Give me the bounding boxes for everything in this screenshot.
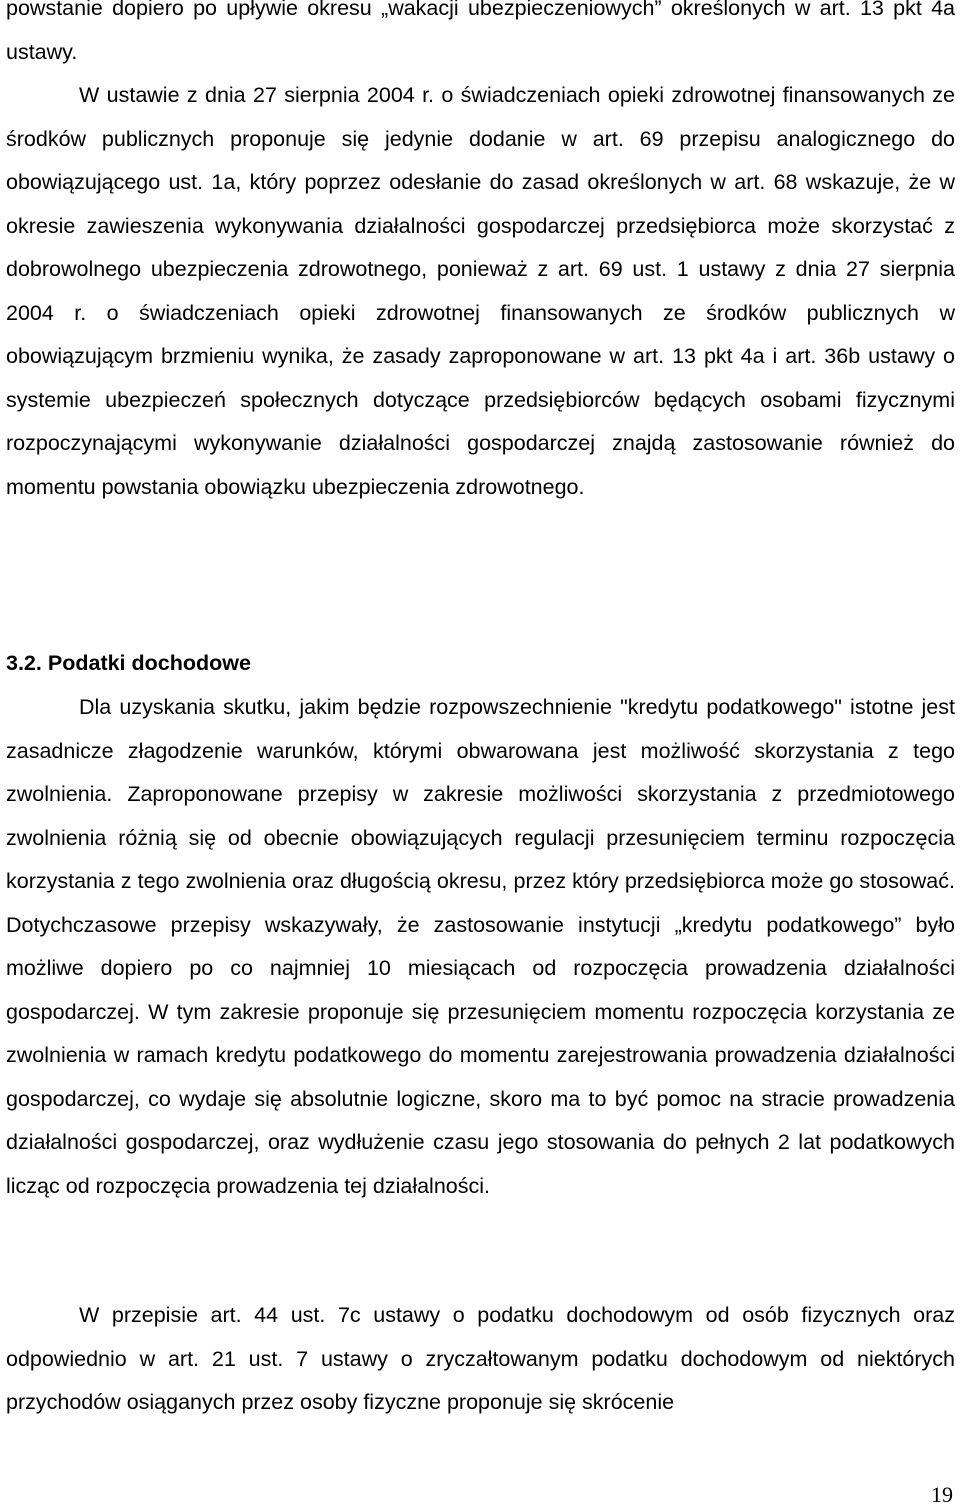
section-number: 3.2.: [6, 651, 42, 675]
page-number: 19: [931, 1482, 953, 1507]
paragraph: Dla uzyskania skutku, jakim będzie rozpowszechnienie "kredytu podatkowego" istotne jest zasadnicze złagodzenie warunków, którymi obwarowana jest możliwość skorzystania z tego zwolnienia. Zaproponowane przepisy w zakresie możliwości skorzystania z przedmiotowego zwolnienia różnią się od obecnie obowiązujących regulacji przesunięciem terminu rozpoczęcia korzystania z tego zwolnienia oraz długością okresu, przez który przedsiębiorca może go stosować. Dotychczasowe przepisy wskazywały, że zastosowanie instytucji „kredytu podatkowego” było możliwe dopiero po co najmniej 10 miesiącach od rozpoczęcia prowadzenia działalności gospodarczej. W tym zakresie proponuje się przesunięciem momentu rozpoczęcia korzystania ze zwolnienia w ramach kredytu podatkowego do momentu zarejestrowania prowadzenia działalności gospodarczej, co wydaje się absolutnie logiczne, skoro ma to być pomoc na stracie prowadzenia działalności gospodarczej, oraz wydłużenie czasu jego stosowania do pełnych 2 lat podatkowych licząc od rozpoczęcia prowadzenia tej działalności.: [6, 695, 955, 1198]
section-title: Podatki dochodowe: [47, 651, 251, 675]
section-heading: [6, 642, 251, 686]
paragraph: W ustawie z dnia 27 sierpnia 2004 r. o świadczeniach opieki zdrowotnej finansowanych ze środków publicznych proponuje się jedynie dodanie w art. 69 przepisu analogicznego do obowiązującego ust. 1a, który poprzez odesłanie do zasad określonych w art. 68 wskazuje, że w okresie zawieszenia wykonywania działalności gospodarczej przedsiębiorca może skorzystać z dobrowolnego ubezpieczenia zdrowotnego, ponieważ z art. 69 ust. 1 ustawy z dnia 27 sierpnia 2004 r. o świadczeniach opieki zdrowotnej finansowanych ze środków publicznych w obowiązującym brzmieniu wynika, że zasady zaproponowane w art. 13 pkt 4a i art. 36b ustawy o systemie ubezpieczeń społecznych dotyczące przedsiębiorców będących osobami fizycznymi rozpoczynającymi wykonywanie działalności gospodarczej znajdą zastosowanie również do momentu powstania obowiązku ubezpieczenia zdrowotnego.: [6, 83, 955, 499]
paragraph: W przepisie art. 44 ust. 7c ustawy o podatku dochodowym od osób fizycznych oraz odpowiednio w art. 21 ust. 7 ustawy o zryczałtowanym podatku dochodowym od niektórych przychodów osiąganych przez osoby fizyczne proponuje się skrócenie: [6, 1303, 955, 1414]
paragraph: powstanie dopiero po upływie okresu „wakacji ubezpieczeniowych” określonych w art. 13 pkt 4a ustawy.: [6, 0, 955, 64]
